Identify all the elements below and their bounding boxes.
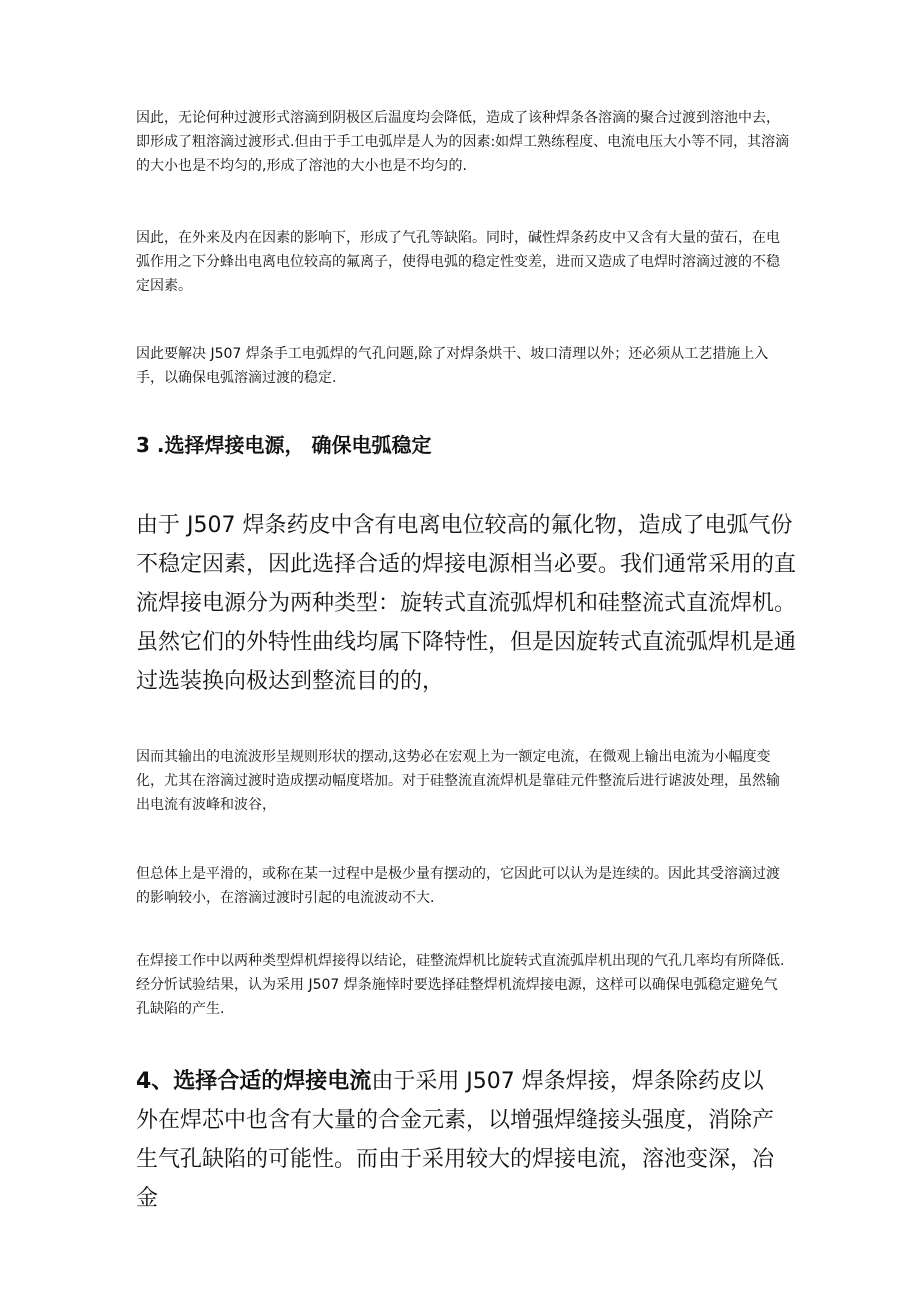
paragraph-current-waveform: 因而其输出的电流波形呈规则形状的摆动,这势必在宏观上为一额定电流，在微观上输出电流为小幅度变化，尤其在溶滴过渡时造成摆动幅度塔加。对于硅整流直流焊机是靠硅元件整流后进行谑波处理，虽然输出电流有波峰和波谷， [136, 749, 780, 813]
section-4-heading: 4、选择合适的焊接电流 [136, 1069, 372, 1094]
paragraph-conclusion: 在焊接工作中以两种类型焊机焊接得以结论，硅整流焊机比旋转式直流弧岸机出现的气孔几率均有所降低.经分忻试验结果，认为采用 J507 焊条施悻时要选择硅整焊机流焊接电源，这样可以确保电弧稳定避免气孔缺陷的产生. [136, 953, 785, 1017]
section-4-text: 由于采用 J507 焊条焊接，焊条除药皮以外在焊芯中也含有大量的合金元素，以增强焊缝接头强度，消除产生气孔缺陷的可能性。而由于采用较大的焊接电流，溶池变深，冶金 [136, 1069, 775, 1211]
section-3-lead-paragraph: 由于 J507 焊条药皮中含有电离电位较高的氟化物，造成了电弧气份不稳定因素，因此选择合适的焊接电源相当必要。我们通常采用的直流焊接电源分为两种类型：旋转式直流弧焊机和硅整流式直流焊机。虽然它们的外特性曲线均属下降特性，但是因旋转式直流弧焊机是通过选装换向极达到整流目的的， [136, 513, 797, 694]
paragraph-smooth-current: 但总体上是平滑的，或称在某一过程中是极少量有摆动的，它因此可以认为是连续的。因此其受溶滴过渡的影响较小，在溶滴过渡时引起的电流波动不大. [136, 866, 780, 906]
paragraph-solution: 因此要解决 J507 焊条手工电弧焊的气孔问题,除了对焊条烘干、坡口清理以外；还必须从工艺措施上入手，以确保电弧溶滴过渡的稳定. [136, 346, 769, 386]
paragraph-defects: 因此，在外来及内在因素的影响下，形成了气孔等缺陷。同时，碱性焊条药皮中又含有大量的萤石，在电弧作用之下分蜂出电离电位较高的氟离子，使得电弧的稳定性变差，进而又造成了电焊时溶滴过渡的不稳定因素。 [136, 230, 780, 294]
section-3-heading: 3 .选择焊接电源， 确保电弧稳定 [136, 433, 432, 457]
paragraph-droplet-transfer: 因此，无论何种过渡形式溶滴到阴极区后温度均会降低，造成了该种焊条各溶滴的聚合过渡到溶池中去，即形成了粗溶滴过渡形式.但由于手工电弧岸是人为的因素:如焊工熟练程度、电流电压大小等不同，其溶滴的大小也是不均匀的,形成了溶池的大小也是不均匀的. [136, 110, 790, 174]
section-4-paragraph [136, 1062, 776, 1218]
